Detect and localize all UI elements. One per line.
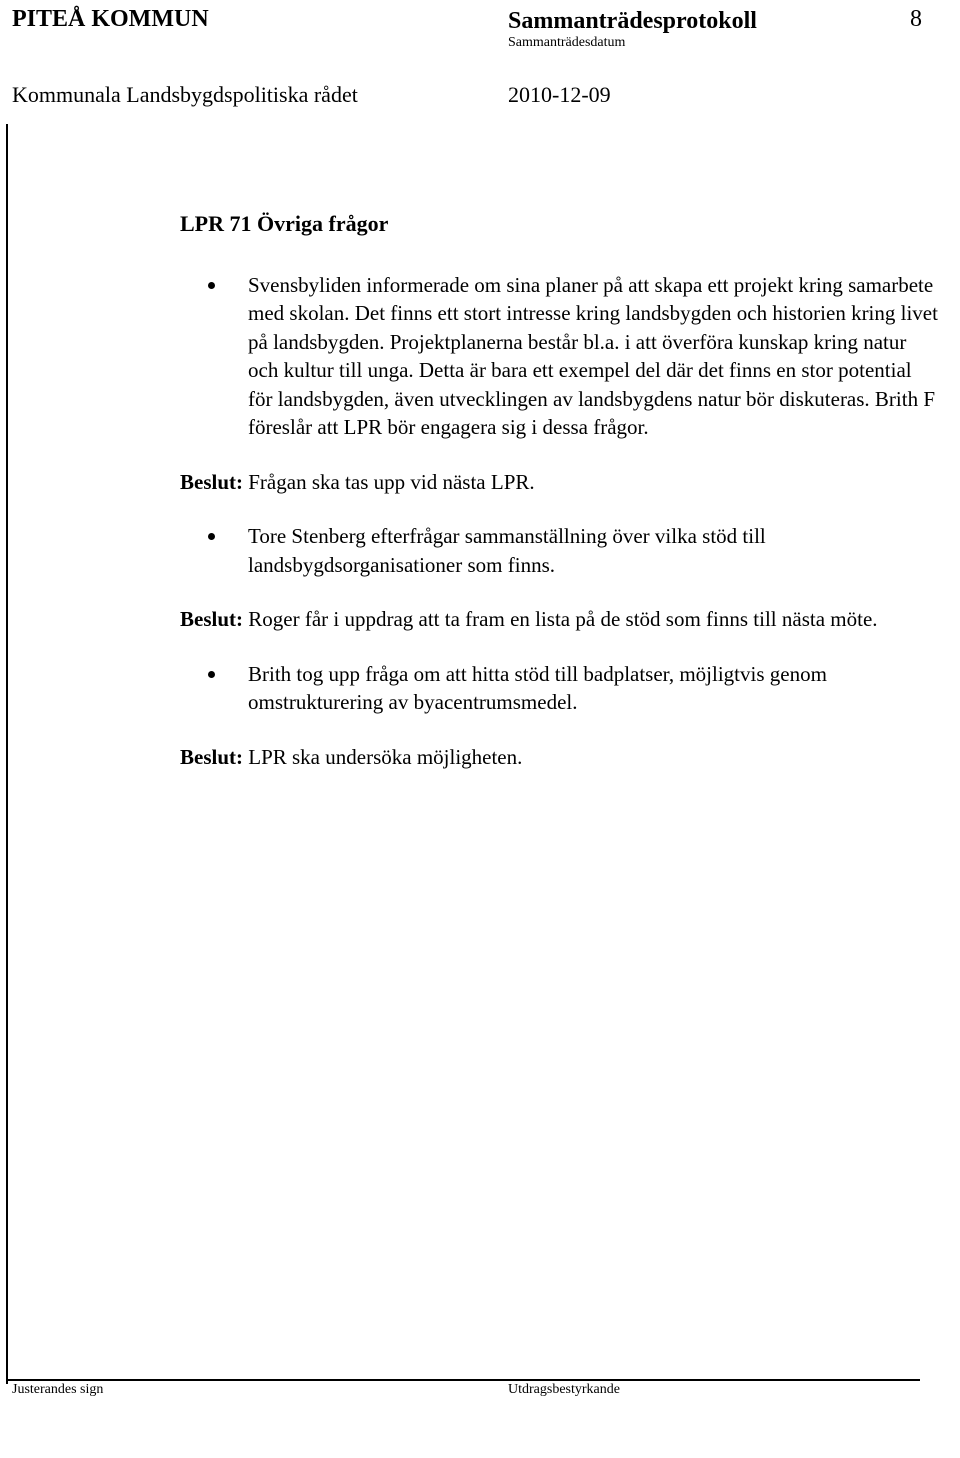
list-item <box>180 271 940 442</box>
date-label: Sammanträdesdatum <box>508 35 626 50</box>
page-number: 8 <box>910 6 922 32</box>
minutes-body <box>180 210 940 797</box>
list-item <box>180 660 940 717</box>
decision-label: Beslut: <box>180 744 243 769</box>
decision-text: Frågan ska tas upp vid nästa LPR. <box>243 469 535 494</box>
decision-label: Beslut: <box>180 469 243 494</box>
decision <box>180 743 940 772</box>
meeting-date: 2010-12-09 <box>508 82 611 107</box>
bullet-icon <box>208 533 215 540</box>
bullet-text: Tore Stenberg efterfrågar sammanställning över vilka stöd till landsbygdsorganisationer som finns. <box>248 524 766 577</box>
section-heading: LPR 71 Övriga frågor <box>180 211 389 236</box>
organization-name: PITEÅ KOMMUN <box>12 6 209 32</box>
bullet-icon <box>208 671 215 678</box>
decision-text: LPR ska undersöka möjligheten. <box>243 744 523 769</box>
bullet-icon <box>208 282 215 289</box>
decision <box>180 468 940 497</box>
footer-certification-label: Utdragsbestyrkande <box>508 1382 620 1397</box>
left-margin-rule <box>6 124 8 1384</box>
decision-label: Beslut: <box>180 607 243 631</box>
document-type: Sammanträdesprotokoll <box>508 8 757 34</box>
council-name: Kommunala Landsbygdspolitiska rådet <box>12 82 358 107</box>
list-item <box>180 522 940 579</box>
bullet-text: Brith tog upp fråga om att hitta stöd till badplatser, möjligtvis genom omstrukturering av byacentrumsmedel. <box>248 661 827 714</box>
decision <box>180 605 940 634</box>
footer-rule <box>6 1379 920 1381</box>
footer-sign-label: Justerandes sign <box>12 1382 104 1397</box>
decision-text: Roger får i uppdrag att ta fram en lista på de stöd som finns till nästa möte. <box>243 607 878 631</box>
bullet-text: Svensbyliden informerade om sina planer på att skapa ett projekt kring samarbete med skolan. Det finns ett stort intresse kring landsbygden och historien kring livet på landsbygden. Projektplanerna består bl.a. i att överföra kunskap kring natur och kultur till unga. Detta är bara ett exempel del där det finns en stor potential för landsbygden, även utvecklingen av landsbygdens natur bör diskuteras. Brith F föreslår att LPR bör engagera sig i dessa frågor. <box>248 272 938 439</box>
